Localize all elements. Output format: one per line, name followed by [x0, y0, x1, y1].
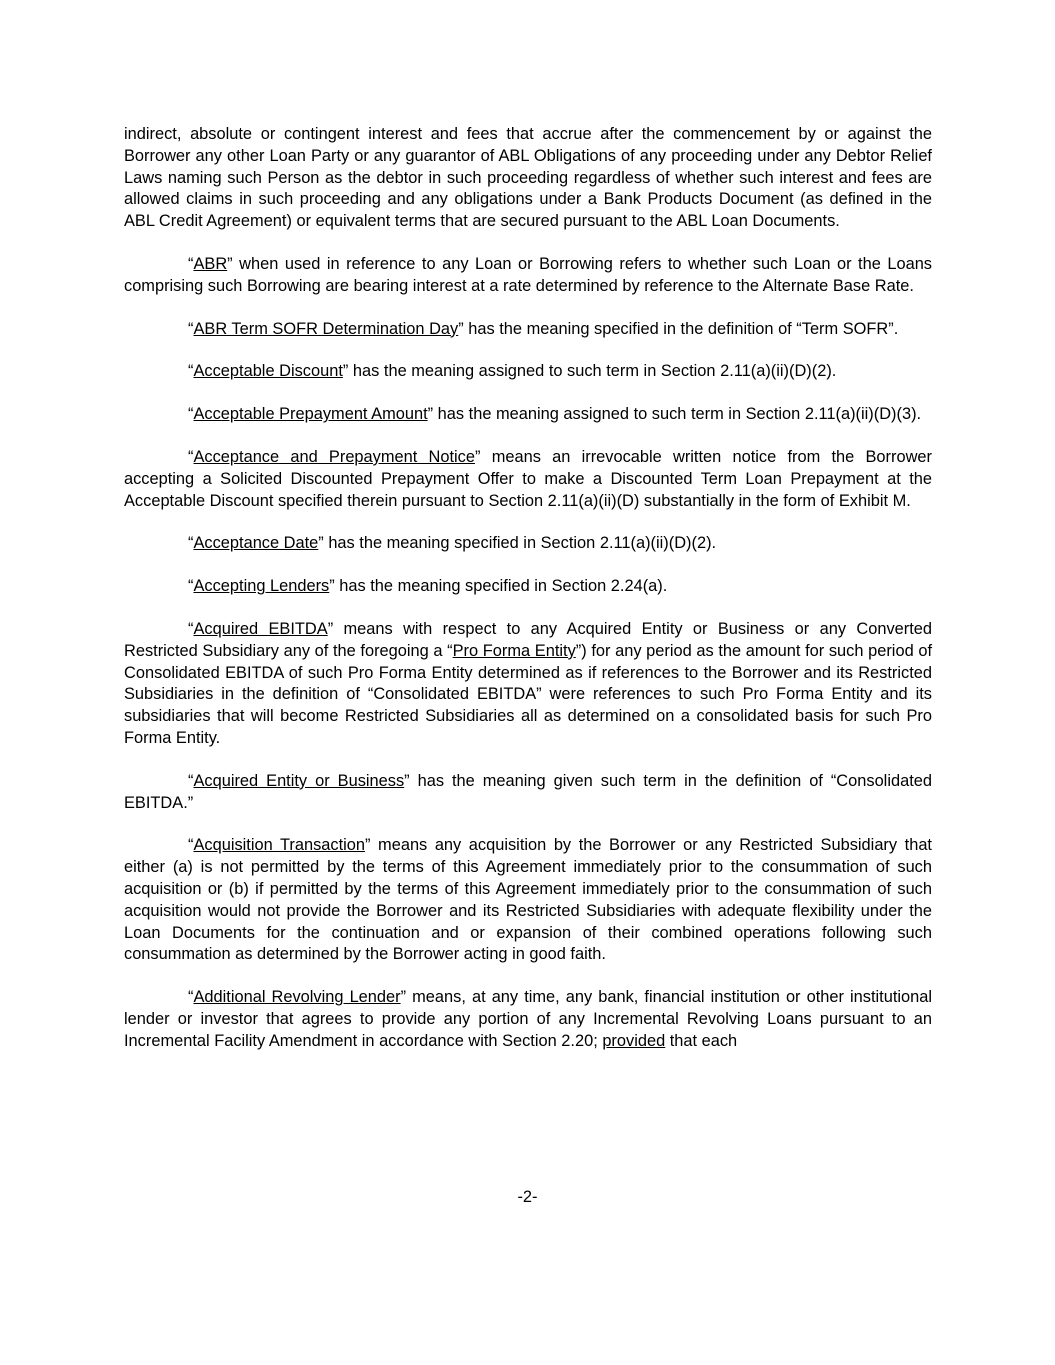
open-quote: “ — [188, 447, 194, 466]
defined-term-secondary: Pro Forma Entity — [452, 641, 576, 660]
close-quote: ” — [458, 319, 464, 338]
open-quote: “ — [188, 534, 194, 553]
page-number: -2- — [517, 1188, 538, 1206]
definition-text: ”) for any period as the amount for such period of Consolidated EBITDA of such Pro Forma Entity determined as if references to the Borrower and its Restricted Subsidiaries in the definition of “Consolidated EBITDA” were references to such Pro Forma Entity and its subsidiaries that will become Restricted Subsidiaries all as determined on a consolidated basis for such Pro Forma Entity. — [124, 641, 932, 747]
definition-acquired-ebitda — [124, 619, 932, 750]
definition-acquired-entity — [124, 771, 932, 815]
close-quote: ” — [342, 362, 349, 381]
defined-term: Additional Revolving Lender — [193, 988, 401, 1007]
definition-text-pre: means, at any time, any bank, financial institution or other institutional lender or investor that agrees to provide any portion of any Incremental Revolving Loans pursuant to an Incremental Facility Amendment in accordance with Section 2.20; — [124, 988, 933, 1050]
open-quote: “ — [188, 836, 194, 855]
close-quote: ” — [318, 534, 324, 553]
definition-accepting-lenders — [124, 576, 932, 598]
open-quote: “ — [188, 619, 194, 638]
definition-text: has the meaning specified in Section 2.11(a)(ii)(D)(2). — [323, 534, 717, 553]
paragraph-text: indirect, absolute or contingent interest and fees that accrue after the commencement by or against the Borrower any other Loan Party or any guarantor of ABL Obligations of any proceeding under any Debtor Relief Laws naming such Person as the debtor in such proceeding regardless of whether such interest and fees are allowed claims in such proceeding and any obligations under a Bank Products Document (as defined in the ABL Credit Agreement) or equivalent terms that are secured pursuant to the ABL Loan Documents. — [124, 125, 932, 231]
definition-text: has the meaning given such term in the definition of “Consolidated EBITDA.” — [124, 771, 932, 812]
open-quote: “ — [188, 988, 194, 1007]
open-quote: “ — [188, 319, 194, 338]
definition-abr-term-sofr — [124, 319, 932, 341]
close-quote: ” — [329, 577, 335, 596]
defined-term: Acceptable Prepayment Amount — [193, 405, 428, 424]
definition-abr — [124, 254, 932, 298]
definition-acquisition-transaction — [124, 835, 932, 966]
defined-term: Acceptable Discount — [193, 362, 343, 381]
defined-term: Accepting Lenders — [193, 577, 330, 596]
definition-acceptable-prepayment-amount — [124, 404, 932, 426]
definition-text: has the meaning assigned to such term in Section 2.11(a)(ii)(D)(3). — [433, 405, 922, 424]
close-quote: ” — [227, 254, 233, 273]
definition-text-pre: means with respect to any Acquired Entity or Business or any Converted Restricted Subsidiary any of the foregoing a “ — [124, 619, 932, 660]
document-page — [124, 124, 932, 1074]
close-quote: ” — [427, 405, 434, 424]
defined-term: ABR — [193, 254, 228, 273]
defined-term: Acquired Entity or Business — [193, 771, 405, 790]
open-quote: “ — [188, 405, 194, 424]
definition-text: means an irrevocable written notice from the Borrower accepting a Solicited Discounted Prepayment Offer to make a Discounted Term Loan Prepayment at the Acceptable Discount specified therein pursuant to Section 2.11(a)(ii)(D) substantially in the form of Exhibit M. — [124, 447, 932, 510]
definition-text: has the meaning assigned to such term in Section 2.11(a)(ii)(D)(2). — [348, 362, 837, 381]
open-quote: “ — [188, 362, 194, 381]
definition-acceptable-discount — [124, 361, 932, 383]
proviso-term: provided — [602, 1031, 666, 1050]
definition-text: has the meaning specified in the definition of “Term SOFR”. — [463, 319, 899, 338]
defined-term: Acquisition Transaction — [193, 836, 366, 855]
paragraph-continuation — [124, 124, 932, 233]
close-quote: ” — [365, 836, 371, 855]
defined-term: Acceptance Date — [193, 534, 319, 553]
definition-text: has the meaning specified in Section 2.24(a). — [334, 577, 668, 596]
defined-term: Acceptance and Prepayment Notice — [193, 447, 475, 466]
close-quote: ” — [327, 619, 334, 638]
open-quote: “ — [188, 254, 194, 273]
close-quote: ” — [400, 988, 407, 1007]
definition-text: when used in reference to any Loan or Borrowing refers to whether such Loan or the Loans comprising such Borrowing are bearing interest at a rate determined by reference to the Alternate Base Rate. — [124, 254, 932, 295]
definition-acceptance-date — [124, 533, 932, 555]
defined-term: ABR Term SOFR Determination Day — [193, 319, 459, 338]
definition-acceptance-prepayment-notice — [124, 447, 932, 512]
definition-additional-revolving-lender — [124, 987, 932, 1052]
definition-text: means any acquisition by the Borrower or any Restricted Subsidiary that either (a) is not permitted by the terms of this Agreement immediately prior to the consummation of such acquisition or (b) if permitted by the terms of this Agreement immediately prior to the consummation of such acquisition would not provide the Borrower and its Restricted Subsidiaries with adequate flexibility under the Loan Documents for the continuation and or expansion of their combined operations following such consummation as determined by the Borrower acting in good faith. — [124, 836, 932, 964]
close-quote: ” — [475, 447, 481, 466]
definition-text: that each — [665, 1031, 738, 1050]
open-quote: “ — [188, 771, 194, 790]
defined-term: Acquired EBITDA — [193, 619, 328, 638]
close-quote: ” — [404, 771, 410, 790]
open-quote: “ — [188, 577, 194, 596]
